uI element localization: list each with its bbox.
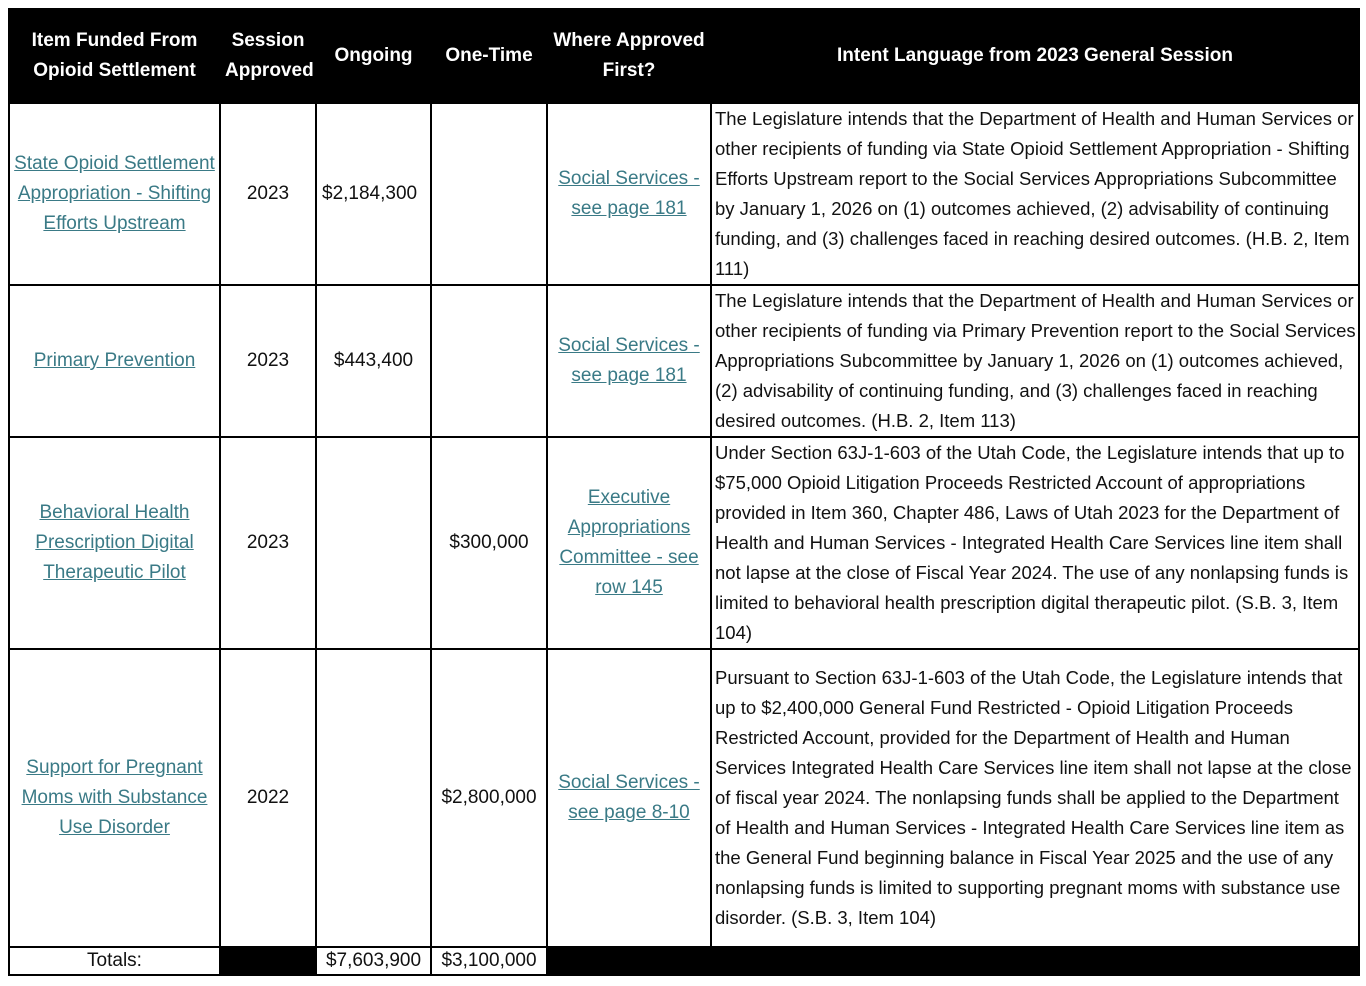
table-row [9,649,1359,947]
where-cell[interactable] [547,649,711,947]
totals-blank-intent [711,947,1359,975]
ongoing-cell: $2,184,300 [316,103,431,285]
header-item: Item Funded From Opioid Settlement [9,9,220,103]
opioid-settlement-table-container [8,8,1358,976]
header-where: Where Approved First? [547,9,711,103]
item-cell[interactable] [9,103,220,285]
item-link[interactable]: Support for Pregnant Moms with Substance Use Disorder [21,757,208,838]
item-cell[interactable] [9,649,220,947]
header-onetime: One-Time [431,9,547,103]
header-ongoing: Ongoing [316,9,431,103]
session-cell: 2023 [220,285,316,437]
where-link[interactable]: Social Services - see page 8-10 [558,772,700,823]
totals-row [9,947,1359,975]
ongoing-cell [316,649,431,947]
intent-cell: Pursuant to Section 63J-1-603 of the Utah Code, the Legislature intends that up to $2,400,000 General Fund Restricted - Opioid Litigation Proceeds Restricted Account, provided for the Department of Health and Human Services Integrated Health Care Services line item shall not lapse at the close of fiscal year 2024. The nonlapsing funds shall be applied to the Department of Health and Human Services - Integrated Health Care Services line item as the General Fund beginning balance in Fiscal Year 2025 and the use of any nonlapsing funds is limited to supporting pregnant moms with substance use disorder. (S.B. 3, Item 104) [711,649,1359,947]
intent-cell: The Legislature intends that the Department of Health and Human Services or other recipients of funding via Primary Prevention report to the Social Services Appropriations Subcommittee by January 1, 2026 on (1) outcomes achieved, (2) advisability of continuing funding, and (3) challenges faced in reaching desired outcomes. (H.B. 2, Item 113) [711,285,1359,437]
totals-onetime: $3,100,000 [431,947,547,975]
header-session: Session Approved [220,9,316,103]
totals-blank-where [547,947,711,975]
where-cell[interactable] [547,285,711,437]
ongoing-cell [316,437,431,649]
intent-cell: The Legislature intends that the Department of Health and Human Services or other recipients of funding via State Opioid Settlement Appropriation - Shifting Efforts Upstream report to the Social Services Appropriations Subcommittee by January 1, 2026 on (1) outcomes achieved, (2) advisability of continuing funding, and (3) challenges faced in reaching desired outcomes. (H.B. 2, Item 111) [711,103,1359,285]
session-cell: 2023 [220,103,316,285]
onetime-cell [431,285,547,437]
opioid-settlement-table [8,8,1360,976]
onetime-cell [431,103,547,285]
totals-label: Totals: [9,947,220,975]
header-intent: Intent Language from 2023 General Session [711,9,1359,103]
table-row [9,285,1359,437]
item-link[interactable]: Primary Prevention [33,350,196,371]
header-row [9,9,1359,103]
session-cell: 2023 [220,437,316,649]
where-cell[interactable] [547,437,711,649]
where-link[interactable]: Executive Appropriations Committee - see row 145 [559,487,699,598]
item-cell[interactable] [9,285,220,437]
intent-cell: Under Section 63J-1-603 of the Utah Code, the Legislature intends that up to $75,000 Opioid Litigation Proceeds Restricted Account of appropriations provided in Item 360, Chapter 486, Laws of Utah 2023 for the Department of Health and Human Services - Integrated Health Care Services line item shall not lapse at the close of Fiscal Year 2024. The use of any nonlapsing funds is limited to behavioral health prescription digital therapeutic pilot. (S.B. 3, Item 104) [711,437,1359,649]
session-cell: 2022 [220,649,316,947]
ongoing-cell: $443,400 [316,285,431,437]
where-link[interactable]: Social Services - see page 181 [558,168,700,219]
where-cell[interactable] [547,103,711,285]
where-link[interactable]: Social Services - see page 181 [558,335,700,386]
table-row [9,103,1359,285]
item-cell[interactable] [9,437,220,649]
item-link[interactable]: State Opioid Settlement Appropriation - Shifting Efforts Upstream [14,153,215,234]
onetime-cell: $300,000 [431,437,547,649]
item-link[interactable]: Behavioral Health Prescription Digital Therapeutic Pilot [35,502,194,583]
table-row [9,437,1359,649]
totals-ongoing: $7,603,900 [316,947,431,975]
totals-blank-session [220,947,316,975]
onetime-cell: $2,800,000 [431,649,547,947]
